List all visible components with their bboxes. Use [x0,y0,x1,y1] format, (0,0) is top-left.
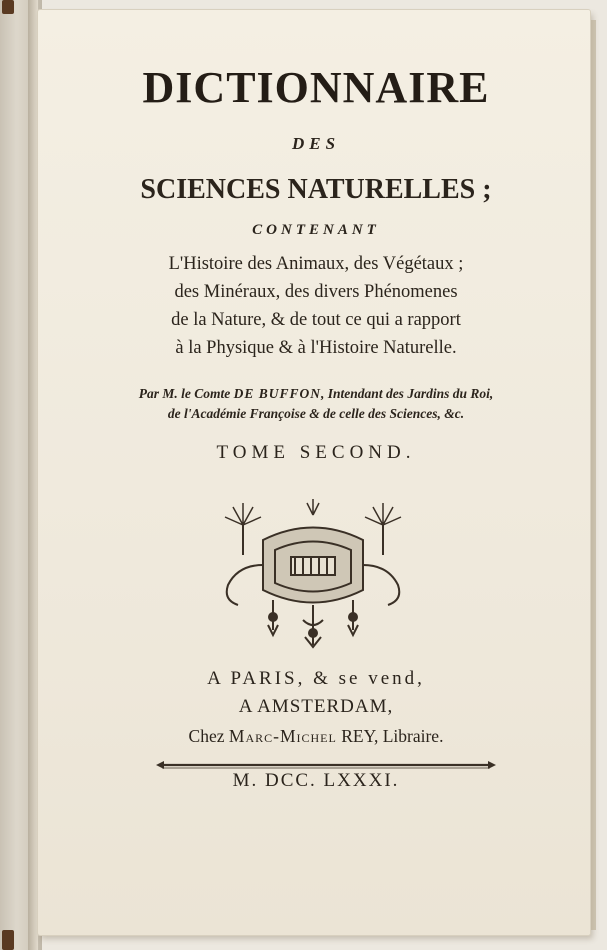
leather-corner-bottom [2,930,14,950]
imprint-city-2: A AMSTERDAM, [238,696,394,717]
description-line-2: des Minéraux, des divers Phénomenes [174,282,458,302]
publication-year: M. DCC. LXXXI. [232,770,400,791]
description-line-3: de la Nature, & de tout ce qui a rapport [171,310,461,330]
imprint-city: A PARIS, & se vend, [207,668,425,689]
author-name: DE BUFFON [233,386,322,401]
printer-ornament-icon [203,495,423,655]
author-line-2: de l'Académie Françoise & de celle des Sciences, &c. [167,406,465,421]
publisher-prefix: Chez [188,726,229,746]
leather-corner-top [2,0,14,14]
author-prefix: Par M. le Comte [138,386,234,401]
publisher-suffix: , Libraire. [373,726,444,746]
title-des: DES [291,134,341,153]
description-line-1: L'Histoire des Animaux, des Végétaux ; [168,254,464,274]
publisher-rey: REY [336,726,374,746]
author-title: , Intendant des Jardins du Roi, [321,386,494,401]
title-page [38,10,590,935]
publisher-name: Marc-Michel [228,726,337,746]
title-subject: SCIENCES NATURELLES ; [140,174,492,205]
contenant-label: CONTENANT [252,222,380,238]
volume-label: TOME SECOND. [216,442,416,463]
description-line-4: à la Physique & à l'Histoire Naturelle. [175,338,457,358]
author-line-1 [76,386,556,402]
binding-edge [28,0,38,950]
book-title: DICTIONNAIRE [142,63,490,112]
imprint-publisher [76,726,556,747]
